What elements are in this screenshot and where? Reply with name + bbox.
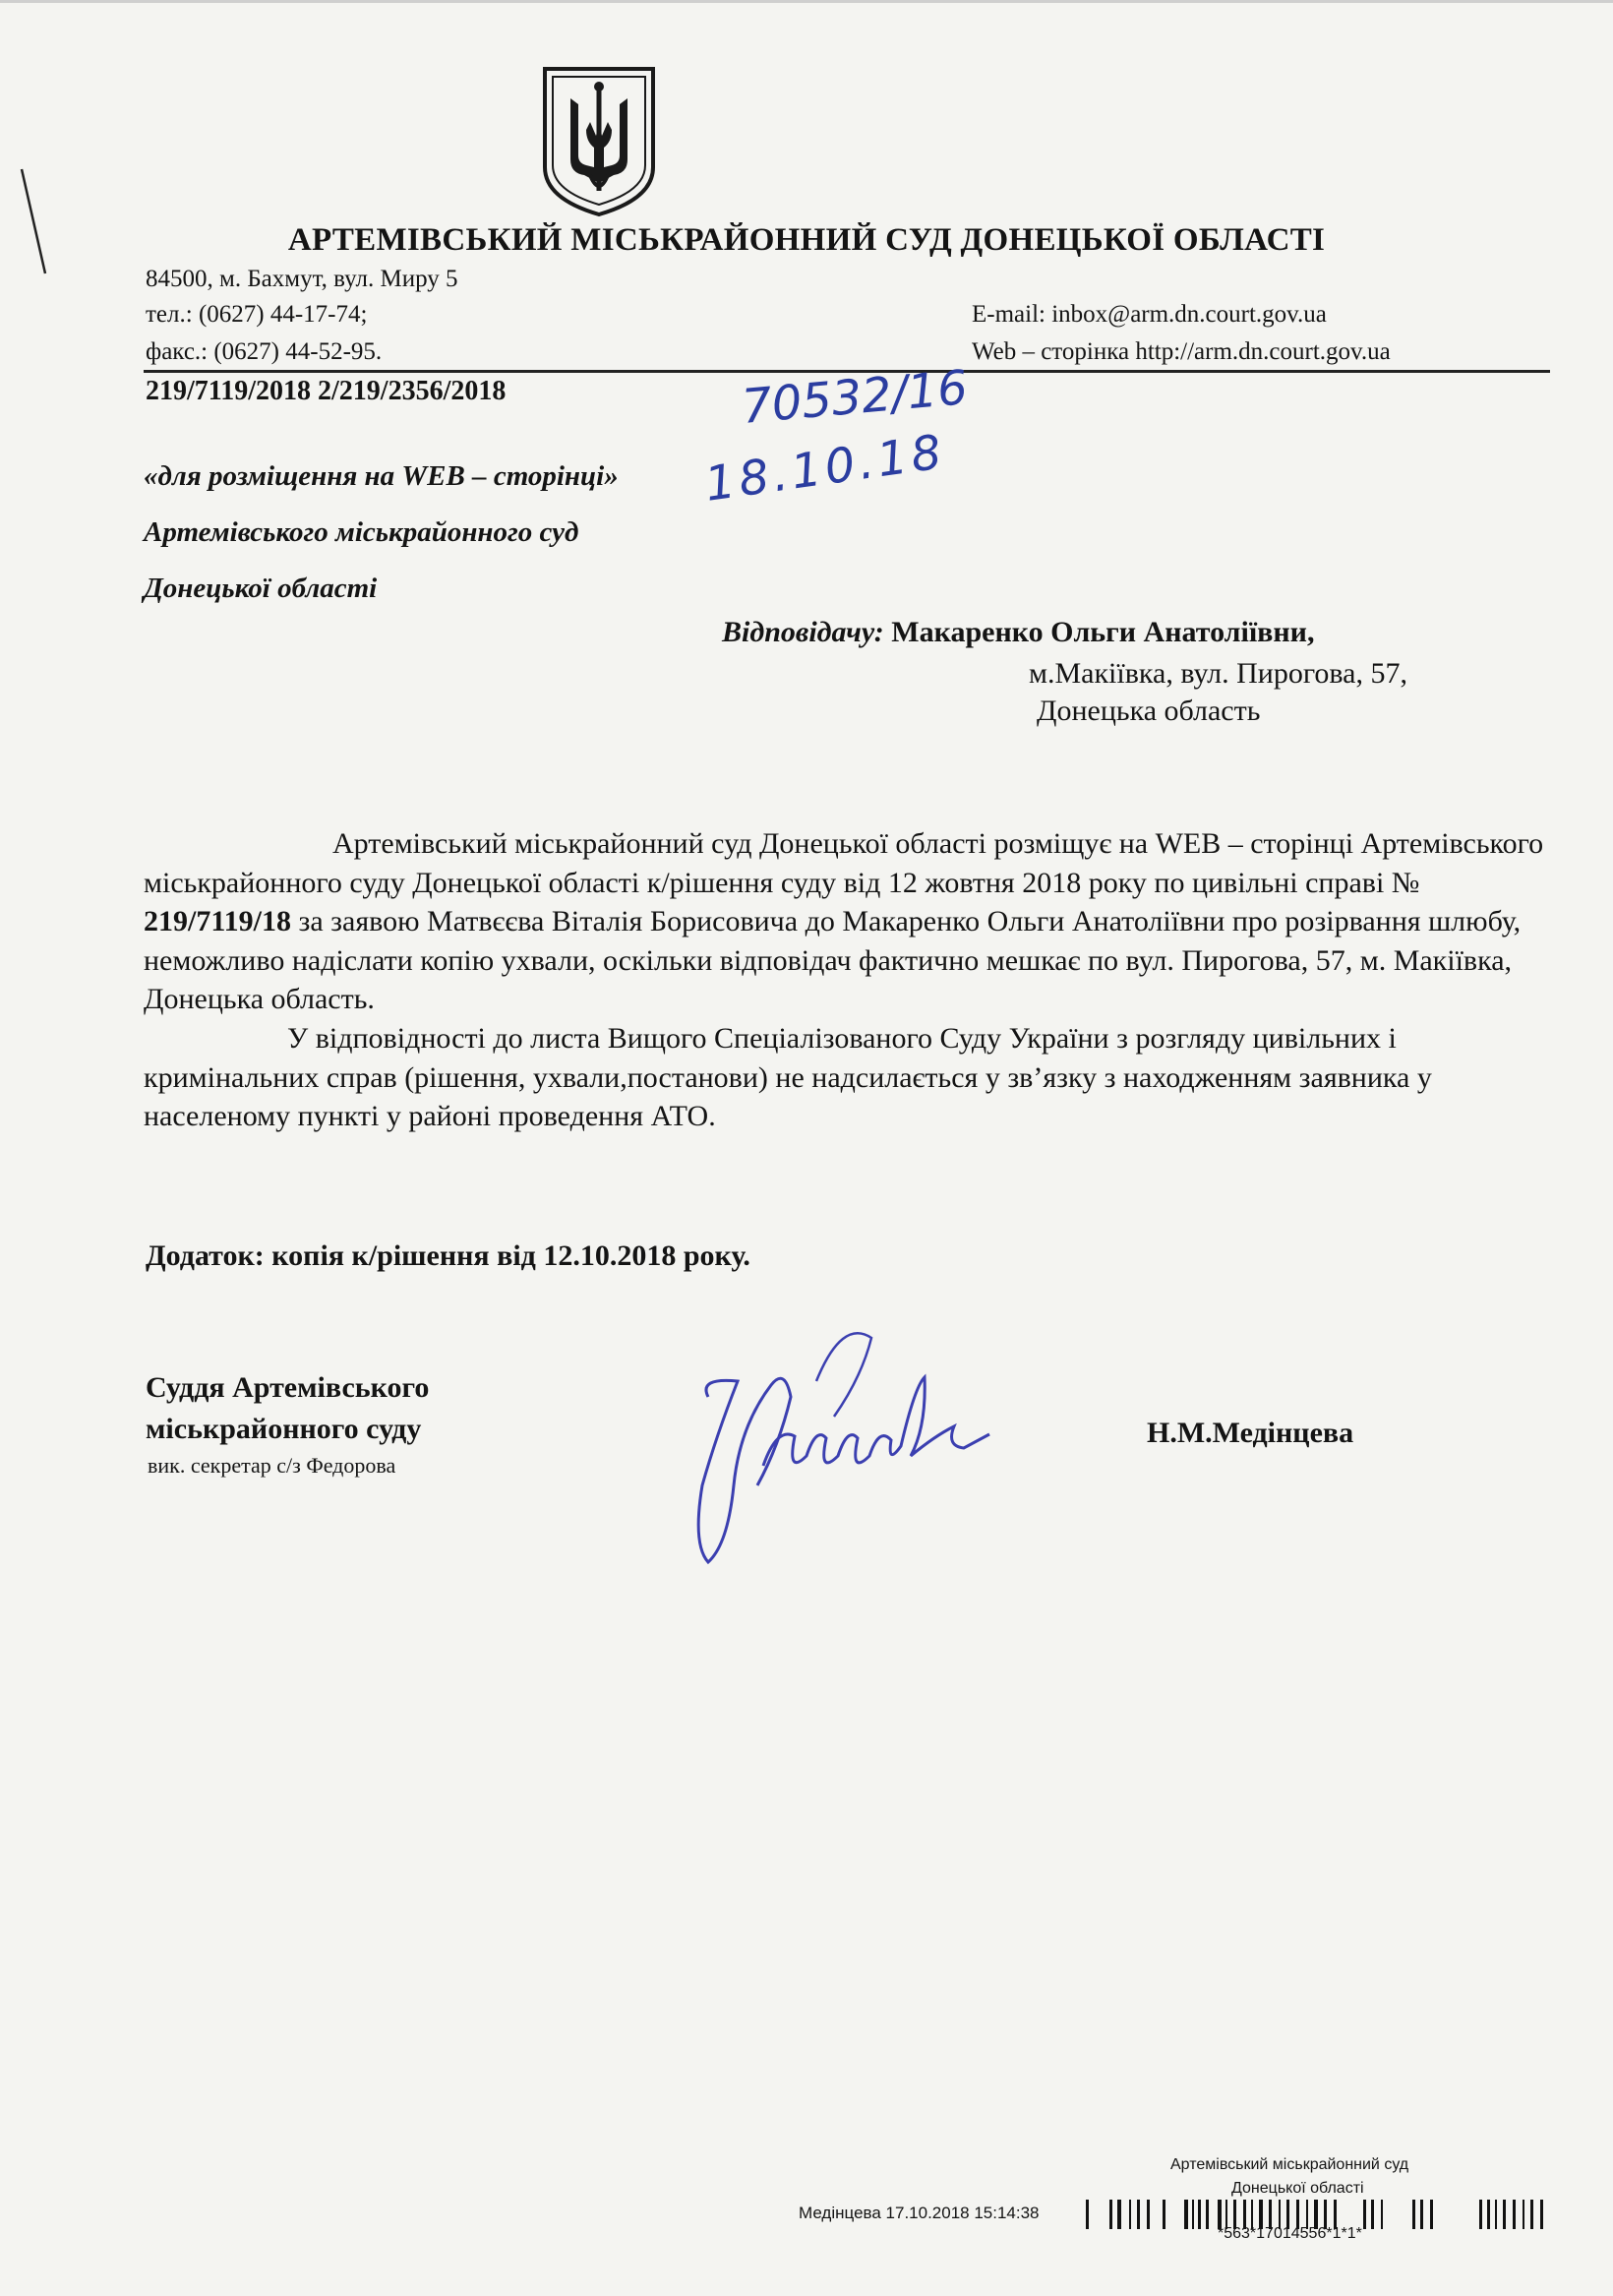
court-phone: тел.: (0627) 44-17-74; (146, 301, 368, 328)
secretary-note: вик. секретар с/з Федорова (148, 1453, 396, 1478)
handwritten-reg-number: 70532/16 (739, 360, 970, 435)
body-case-number: 219/7119/18 (144, 905, 292, 938)
body-paragraph-2: У відповідності до листа Вищого Спеціалізованого Суду України з розгляду цивільних і кримінальних справ (рішення, ухвали,постанови) не надсилається у зв’язку з находженням заявника у населеному пункті у районі проведення АТО. (144, 1021, 1432, 1133)
addressee-label: Відповідачу: (722, 616, 884, 648)
court-address: 84500, м. Бахмут, вул. Миру 5 (146, 266, 458, 292)
web-note-line1: «для розміщення на WEB – сторінці» (144, 460, 619, 492)
web-note-line2: Артемівського міськрайонного суд (144, 516, 579, 548)
court-title: АРТЕМІВСЬКИЙ МІСЬКРАЙОННИЙ СУД ДОНЕЦЬКОЇ ОБЛАСТІ (287, 222, 1326, 258)
coat-of-arms-icon (539, 65, 659, 218)
scan-mark (14, 167, 53, 275)
addressee (722, 616, 1314, 649)
case-numbers: 219/7119/2018 2/219/2356/2018 (146, 376, 507, 406)
body-p1-start: Артемівський міськрайонний суд Донецької області розміщує на WEB – сторінці Артемівського міськрайонного суду Донецької області к/рішення суду від 12 жовтня 2018 року по цивільні справі № (144, 827, 1544, 899)
judge-name: Н.М.Медінцева (1147, 1417, 1354, 1449)
web-note-line3: Донецької області (144, 573, 378, 604)
judge-title-line1: Суддя Артемівського (146, 1371, 430, 1404)
addressee-name: Макаренко Ольги Анатоліївни, (891, 616, 1315, 648)
registration-court: Артемівський міськрайонний суд (1170, 2156, 1409, 2173)
registration-region: Донецької області (1231, 2180, 1364, 2197)
scan-edge (0, 0, 1613, 3)
judge-signature (669, 1318, 993, 1574)
judge-title-line2: міськрайонного суду (146, 1413, 422, 1445)
handwritten-date: 18.10.18 (701, 424, 949, 513)
attachment-note: Додаток: копія к/рішення від 12.10.2018 року. (146, 1239, 750, 1272)
letter-body (144, 824, 1548, 1136)
body-paragraph-1 (144, 824, 1548, 1019)
body-p1-end: за заявою Матвєєва Віталія Борисовича до Макаренко Ольги Анатоліївни про розірвання шлюбу, неможливо надіслати копію ухвали, оскільки відповідач фактично мешкає по вул. Пирогова, 57, м. Макіївка, Донецька область. (144, 905, 1522, 1016)
court-web: Web – сторінка http://arm.dn.court.gov.ua (972, 338, 1391, 365)
court-email: E-mail: inbox@arm.dn.court.gov.ua (972, 301, 1327, 328)
addressee-address-line2: Донецька область (1037, 695, 1261, 727)
registration-code: *563*17014556*1*1* (1218, 2225, 1362, 2242)
addressee-address-line1: м.Макіївка, вул. Пирогова, 57, (1029, 657, 1407, 690)
court-fax: факс.: (0627) 44-52-95. (146, 338, 383, 365)
registration-line: Медінцева 17.10.2018 15:14:38 (799, 2204, 1040, 2222)
